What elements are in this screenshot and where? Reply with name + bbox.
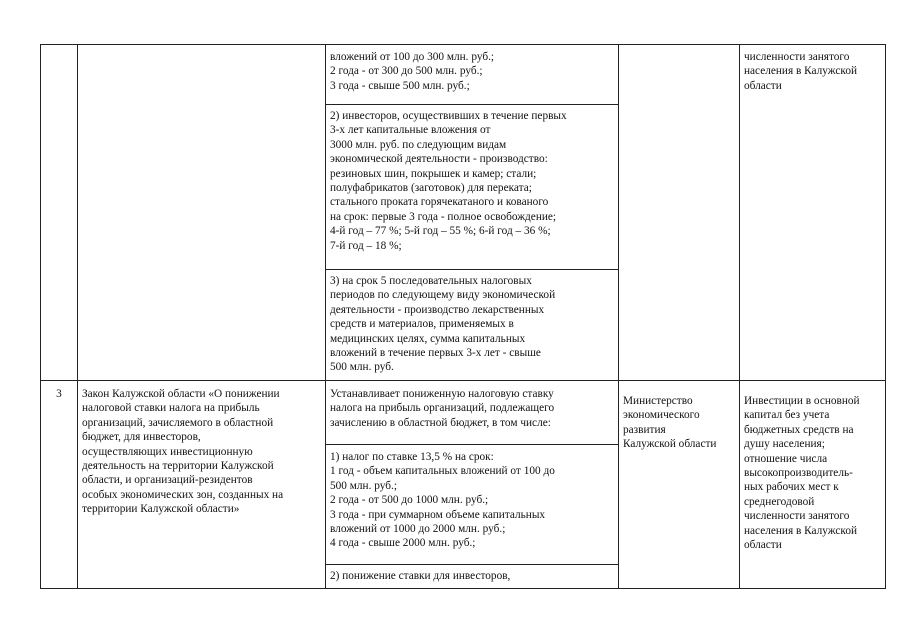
table-border-right [885, 44, 886, 589]
measure-text-block: вложений от 100 до 300 млн. руб.; 2 года - от 300 до 500 млн. руб.; 3 года - свыше 500 млн. руб.; [330, 51, 495, 92]
row-number: 3 [56, 388, 62, 400]
indicator-text: Инвестиции в основной капитал без учета бюджетных средств на душу населения; отношение числа высокопроизводитель- ных рабочих мест к среднегодовой численности занятого населения в Калужской области [744, 395, 860, 552]
indicator-text: численности занятого населения в Калужской области [744, 51, 858, 92]
subrow-divider [325, 564, 619, 565]
responsible-ministry: Министерство экономического развития Калужской области [623, 395, 717, 451]
table-border-bottom [40, 588, 886, 589]
subrow-divider [325, 104, 619, 105]
column-divider-1 [77, 44, 78, 589]
row-divider [40, 380, 886, 381]
measure-text-block: 2) инвесторов, осуществивших в течение первых 3-х лет капитальные вложения от 3000 млн. руб. по следующим видам экономической деятельности - производство: резиновых шин, покрышек и камер; стали; полуфабрикатов (заготовок) для переката; стального проката горячекатаного и кованого на срок: первые 3 года - полное освобождение; 4-й год – 77 %; 5-й год – 55 %; 6-й год – 36 %; 7-й год – 18 %; [330, 110, 567, 252]
table-border-left [40, 44, 41, 589]
column-divider-2 [325, 44, 326, 589]
measure-text-block: 2) понижение ставки для инвесторов, [330, 570, 511, 582]
measure-text-block: 1) налог по ставке 13,5 % на срок: 1 год - объем капитальных вложений от 100 до 500 млн. руб.; 2 года - от 500 до 1000 млн. руб.; 3 года - при суммарном объеме капитальных вложений от 1000 до 2000 млн. руб.; 4 года - свыше 2000 млн. руб.; [330, 451, 555, 550]
law-title: Закон Калужской области «О понижении налоговой ставки налога на прибыль организаций, зачисляемого в областной бюджет, для инвесторов, осуществляющих инвестиционную деятельность на территории Калужской области, и организаций-резидентов особых экономических зон, созданных на территории Калужской области» [82, 388, 284, 516]
table-border-top [40, 44, 886, 45]
subrow-divider [325, 444, 619, 445]
column-divider-4 [739, 44, 740, 589]
measure-text-block: Устанавливает пониженную налоговую ставку налога на прибыль организаций, подлежащего зачислению в областной бюджет, в том числе: [330, 388, 555, 429]
measure-text-block: 3) на срок 5 последовательных налоговых периодов по следующему виду экономической деятельности - производство лекарственных средств и материалов, применяемых в медицинских целях, сумма капитальных вложений в течение первых 3-х лет - свыше 500 млн. руб. [330, 275, 556, 374]
column-divider-3 [618, 44, 619, 589]
subrow-divider [325, 269, 619, 270]
